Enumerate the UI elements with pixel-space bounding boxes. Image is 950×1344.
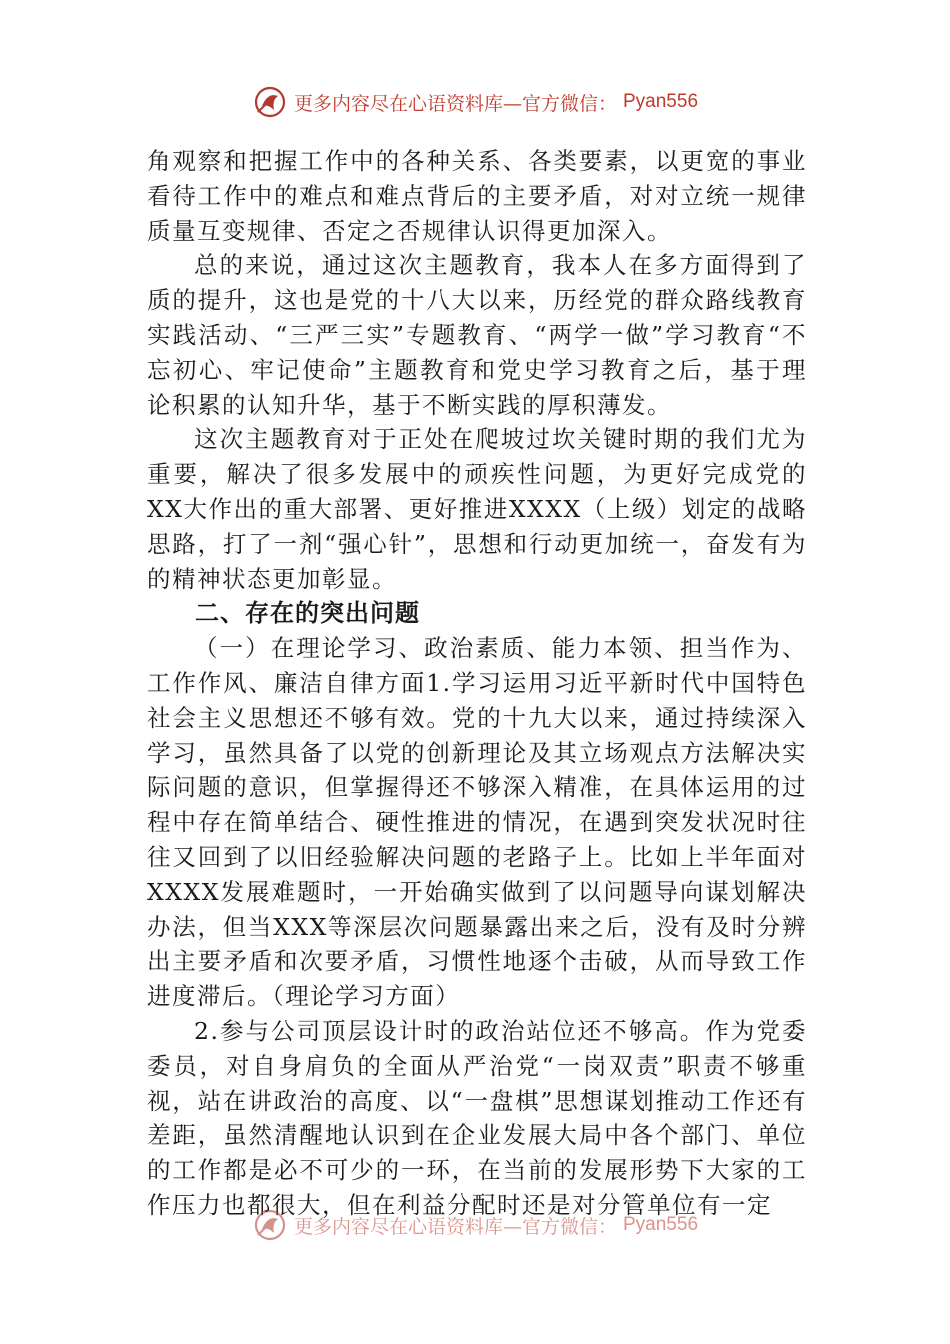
paragraph-3: 这次主题教育对于正处在爬坡过坎关键时期的我们尤为重要，解决了很多发展中的顽疾性问题，为更好完成党的XX大作出的重大部署、更好推进XXXX（上级）划定的战略思路，打了一剂“强心针”，思想和行动更加统一，奋发有为的精神状态更加彰显。 bbox=[147, 425, 807, 593]
paragraph-1: 角观察和把握工作中的各种关系、各类要素，以更宽的事业看待工作中的难点和难点背后的主要矛盾，对对立统一规律质量互变规律、否定之否规律认识得更加深入。 bbox=[147, 147, 807, 245]
logo-icon bbox=[252, 1207, 288, 1243]
paragraph-5: 2.参与公司顶层设计时的政治站位还不够高。作为党委委员，对自身肩负的全面从严治党“一岗双责”职责不够重视，站在讲政治的高度、以“一盘棋”思想谋划推动工作还有差距，虽然清醒地认识到在企业发展大局中各个部门、单位的工作都是必不可少的一环，在当前的发展形势下大家的工作压力也都很大，但在利益分配时还是对分管单位有一定 bbox=[147, 1016, 807, 1219]
paragraph-2: 总的来说，通过这次主题教育，我本人在多方面得到了质的提升，这也是党的十八大以来，历经党的群众路线教育实践活动、“三严三实”专题教育、“两学一做”学习教育“不忘初心、牢记使命”主题教育和党史学习教育之后，基于理论积累的认知升华，基于不断实践的厚积薄发。 bbox=[147, 251, 807, 419]
logo-icon bbox=[252, 84, 288, 120]
section-heading: 二、存在的突出问题 bbox=[195, 599, 420, 628]
paragraph-4: （一）在理论学习、政治素质、能力本领、担当作为、工作作风、廉洁自律方面1.学习运用习近平新时代中国特色社会主义思想还不够有效。党的十九大以来，通过持续深入学习，虽然具备了以党的创新理论及其立场观点方法解决实际问题的意识，但掌握得还不够深入精准，在具体运用的过程中存在简单结合、硬性推进的情况，在遇到突发状况时往往又回到了以旧经验解决问题的老路子上。比如上半年面对XXXX发展难题时，一开始确实做到了以问题导向谋划解决办法，但当XXX等深层次问题暴露出来之后，没有及时分辨出主要矛盾和次要矛盾，习惯性地逐个击破，从而导致工作进度滞后。（理论学习方面） bbox=[147, 634, 807, 1011]
watermark-footer bbox=[0, 1205, 950, 1245]
watermark-code: Pyan556 bbox=[623, 1214, 699, 1235]
watermark-code: Pyan556 bbox=[623, 91, 699, 112]
watermark-text: 更多内容尽在心语资料库—官方微信： bbox=[293, 1215, 617, 1238]
watermark-text: 更多内容尽在心语资料库—官方微信： bbox=[293, 92, 617, 115]
document-body bbox=[147, 144, 807, 1223]
watermark-header bbox=[0, 82, 950, 122]
